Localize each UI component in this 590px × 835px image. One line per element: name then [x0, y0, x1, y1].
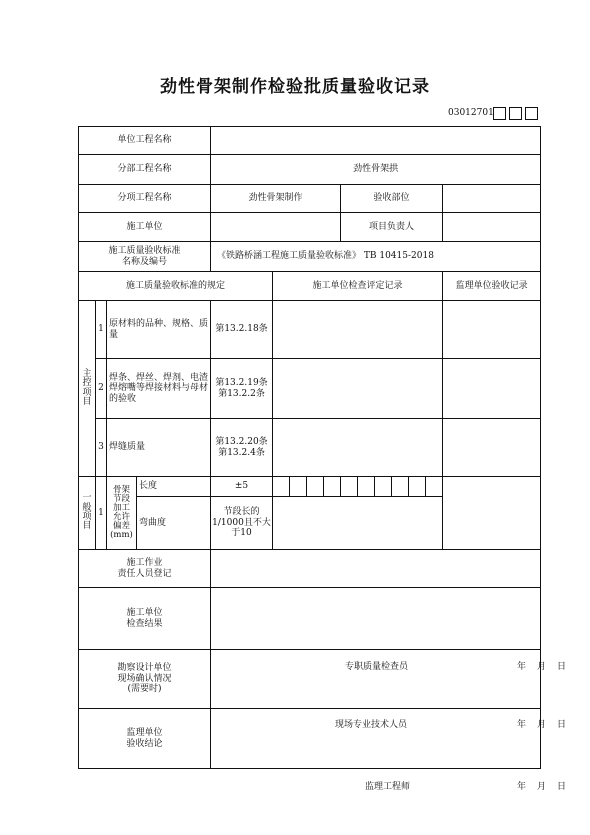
standard-label [79, 242, 211, 272]
standard-value: 《铁路桥涵工程施工质量验收标准》 TB 10415-2018 [211, 242, 541, 272]
inspection-part-value[interactable] [443, 185, 541, 213]
supervision-label [79, 709, 211, 769]
project-leader-value[interactable] [443, 213, 541, 242]
header-self-check: 施工单位检查评定记录 [273, 272, 443, 301]
header-spec: 施工质量验收标准的规定 [79, 272, 273, 301]
main-item-supervision[interactable] [443, 359, 541, 419]
general-item-name: 弯曲度 [137, 497, 211, 550]
supervision-label-line-2: 验收结论 [126, 738, 163, 749]
code-box-2[interactable] [509, 107, 522, 120]
general-self-check[interactable] [273, 497, 443, 550]
unit-project-label: 单位工程名称 [79, 127, 211, 155]
main-control-char: 主 [82, 368, 92, 379]
main-control-label [79, 301, 96, 477]
construction-unit-value[interactable] [211, 213, 341, 242]
general-label [79, 477, 96, 550]
main-item-supervision[interactable] [443, 419, 541, 477]
main-item-self-check[interactable] [273, 419, 443, 477]
supervision-year: 年 [517, 781, 527, 792]
general-group-label [107, 477, 137, 550]
main-control-char: 目 [82, 396, 92, 407]
supervision-label-line-1: 监理单位 [126, 728, 163, 739]
check-label-line-2: 检查结果 [126, 618, 163, 629]
check-value[interactable] [211, 588, 567, 672]
main-item-clause: 第13.2.20条 第13.2.4条 [211, 419, 273, 477]
measure-cell[interactable] [358, 477, 375, 497]
design-month: 月 [537, 720, 547, 730]
main-item-no: 2 [96, 359, 107, 419]
supervision-month: 月 [537, 781, 547, 792]
main-item-clause: 第13.2.18条 [211, 301, 273, 359]
design-label-line-3: (需要时) [127, 684, 162, 695]
code-box-1[interactable] [493, 107, 506, 120]
check-month: 月 [537, 661, 547, 672]
check-signer: 专职质量检查员 [345, 661, 409, 672]
subitem-value[interactable]: 劲性骨架制作 [211, 185, 341, 213]
design-value[interactable] [211, 650, 567, 730]
design-year: 年 [517, 720, 527, 730]
supervision-signer: 监理工程师 [365, 781, 411, 792]
main-item-content: 焊缝质量 [107, 419, 211, 477]
form-title: 劲性骨架制作检验批质量验收记录 [160, 77, 430, 97]
general-item-tolerance: ±5 [211, 477, 273, 497]
group-label-line: 加工 [112, 503, 130, 514]
division-value[interactable]: 劲性骨架拱 [211, 155, 541, 185]
main-item-self-check[interactable] [273, 359, 443, 419]
general-item-no: 1 [96, 477, 107, 550]
main-item-content: 焊条、焊丝、焊剂、电渣焊熔嘴等焊接材料与母材的验收 [107, 359, 211, 419]
group-label-line: 节段 [112, 494, 130, 505]
header-supervision: 监理单位验收记录 [443, 272, 541, 301]
measure-cell[interactable] [341, 477, 358, 497]
unit-project-value[interactable] [211, 127, 541, 155]
worker-label [79, 550, 211, 588]
subitem-label: 分项工程名称 [79, 185, 211, 213]
design-signer: 现场专业技术人员 [335, 720, 408, 730]
worker-value[interactable] [211, 550, 541, 588]
standard-label-line-2: 名称及编号 [122, 256, 168, 267]
measure-cell[interactable] [273, 477, 290, 497]
main-control-char: 项 [82, 387, 92, 398]
general-char: 般 [82, 502, 92, 513]
measure-cell[interactable] [290, 477, 307, 497]
general-item-name: 长度 [137, 477, 211, 497]
measure-cell[interactable] [375, 477, 392, 497]
group-label-line: 骨架 [112, 485, 130, 496]
general-char: 一 [82, 493, 92, 504]
main-control-char: 控 [82, 378, 92, 389]
general-char: 目 [82, 521, 92, 532]
group-label-line: 偏差 [112, 520, 130, 531]
group-label-line: (mm) [110, 529, 133, 540]
general-supervision[interactable] [443, 477, 541, 550]
inspection-part-label: 验收部位 [341, 185, 443, 213]
design-label-line-2: 现场确认情况 [117, 673, 172, 684]
design-day: 日 [557, 720, 567, 730]
general-item-tolerance: 节段长的1/1000且不大于10 [211, 497, 273, 550]
main-item-no: 3 [96, 419, 107, 477]
supervision-day: 日 [557, 781, 567, 792]
main-item-supervision[interactable] [443, 301, 541, 359]
standard-label-line-1: 施工质量验收标准 [108, 246, 181, 257]
design-label [79, 650, 211, 709]
code-box-3[interactable] [525, 107, 538, 120]
main-item-no: 1 [96, 301, 107, 359]
measure-cell[interactable] [392, 477, 409, 497]
worker-label-line-2: 责任人员登记 [117, 568, 172, 579]
design-label-line-1: 勘察设计单位 [117, 663, 172, 674]
general-char: 项 [82, 512, 92, 522]
supervision-value[interactable] [211, 709, 567, 792]
measure-cell[interactable] [426, 477, 443, 497]
measure-cell[interactable] [409, 477, 426, 497]
main-item-clause: 第13.2.19条 第13.2.2条 [211, 359, 273, 419]
group-label-line: 允许 [112, 512, 130, 522]
check-label-line-1: 施工单位 [126, 608, 163, 619]
inspection-form-table [78, 126, 567, 792]
worker-label-line-1: 施工作业 [126, 558, 163, 569]
check-day: 日 [557, 661, 567, 672]
project-leader-label: 项目负责人 [341, 213, 443, 242]
measure-cell[interactable] [307, 477, 324, 497]
check-label [79, 588, 211, 650]
measure-cell[interactable] [324, 477, 341, 497]
check-year: 年 [517, 661, 527, 672]
division-label: 分部工程名称 [79, 155, 211, 185]
main-item-self-check[interactable] [273, 301, 443, 359]
form-code: 03012701 [448, 108, 494, 118]
main-item-content: 原材料的品种、规格、质量 [107, 301, 211, 359]
construction-unit-label: 施工单位 [79, 213, 211, 242]
